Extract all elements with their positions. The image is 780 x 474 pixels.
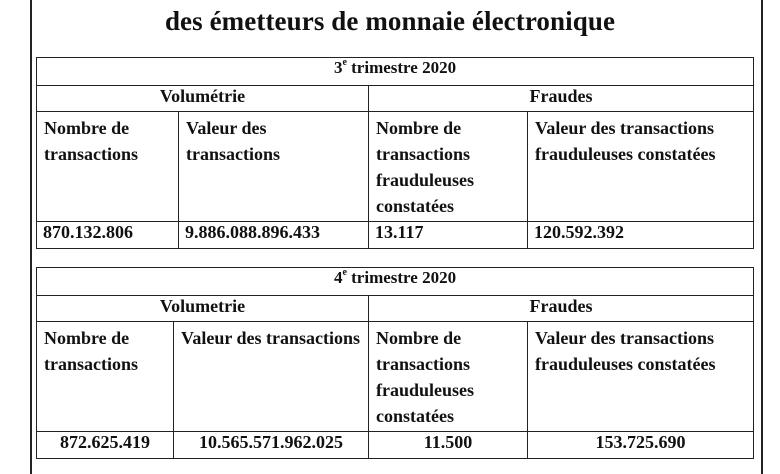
value-transaction-count: 872.625.419 — [37, 432, 174, 459]
page-title: des émetteurs de monnaie électronique — [164, 6, 616, 36]
period-row — [37, 58, 754, 86]
value-fraud-count: 11.500 — [369, 432, 528, 459]
value-row — [37, 222, 754, 249]
header-fraud-count: Nombre de transactions frauduleuses constatées — [369, 112, 528, 222]
group-volume: Volumétrie — [37, 86, 369, 112]
group-row — [37, 296, 754, 322]
value-transaction-value: 9.886.088.896.433 — [179, 222, 369, 249]
header-transaction-count: Nombre de transactions — [37, 322, 174, 432]
header-transaction-value: Valeur des transactions — [174, 322, 369, 432]
value-fraud-value: 153.725.690 — [528, 432, 754, 459]
value-transaction-count: 870.132.806 — [37, 222, 179, 249]
period-cell — [37, 268, 754, 296]
header-fraud-value: Valeur des transactions frauduleuses constatées — [528, 322, 754, 432]
header-transaction-count: Nombre de transactions — [37, 112, 179, 222]
value-transaction-value: 10.565.571.962.025 — [174, 432, 369, 459]
period-superscript: e — [342, 57, 347, 69]
period-cell — [37, 58, 754, 86]
value-fraud-value: 120.592.392 — [528, 222, 754, 249]
period-superscript: e — [342, 267, 347, 279]
header-row — [37, 112, 754, 222]
period-label: trimestre 2020 — [346, 58, 457, 77]
group-fraud: Fraudes — [369, 86, 754, 112]
period-label: trimestre 2020 — [346, 268, 457, 287]
header-row — [37, 322, 754, 432]
period-number: 4 — [333, 268, 343, 287]
header-fraud-count: Nombre de transactions frauduleuses constatées — [369, 322, 528, 432]
group-row — [37, 86, 754, 112]
header-fraud-value: Valeur des transactions frauduleuses constatées — [528, 112, 754, 222]
table-q3-2020 — [36, 57, 754, 249]
header-transaction-value: Valeur des transactions — [179, 112, 369, 222]
group-fraud: Fraudes — [369, 296, 754, 322]
period-number: 3 — [333, 58, 343, 77]
period-row — [37, 268, 754, 296]
group-volume: Volumetrie — [37, 296, 369, 322]
table-q4-2020 — [36, 267, 754, 459]
value-fraud-count: 13.117 — [369, 222, 528, 249]
value-row — [37, 432, 754, 459]
